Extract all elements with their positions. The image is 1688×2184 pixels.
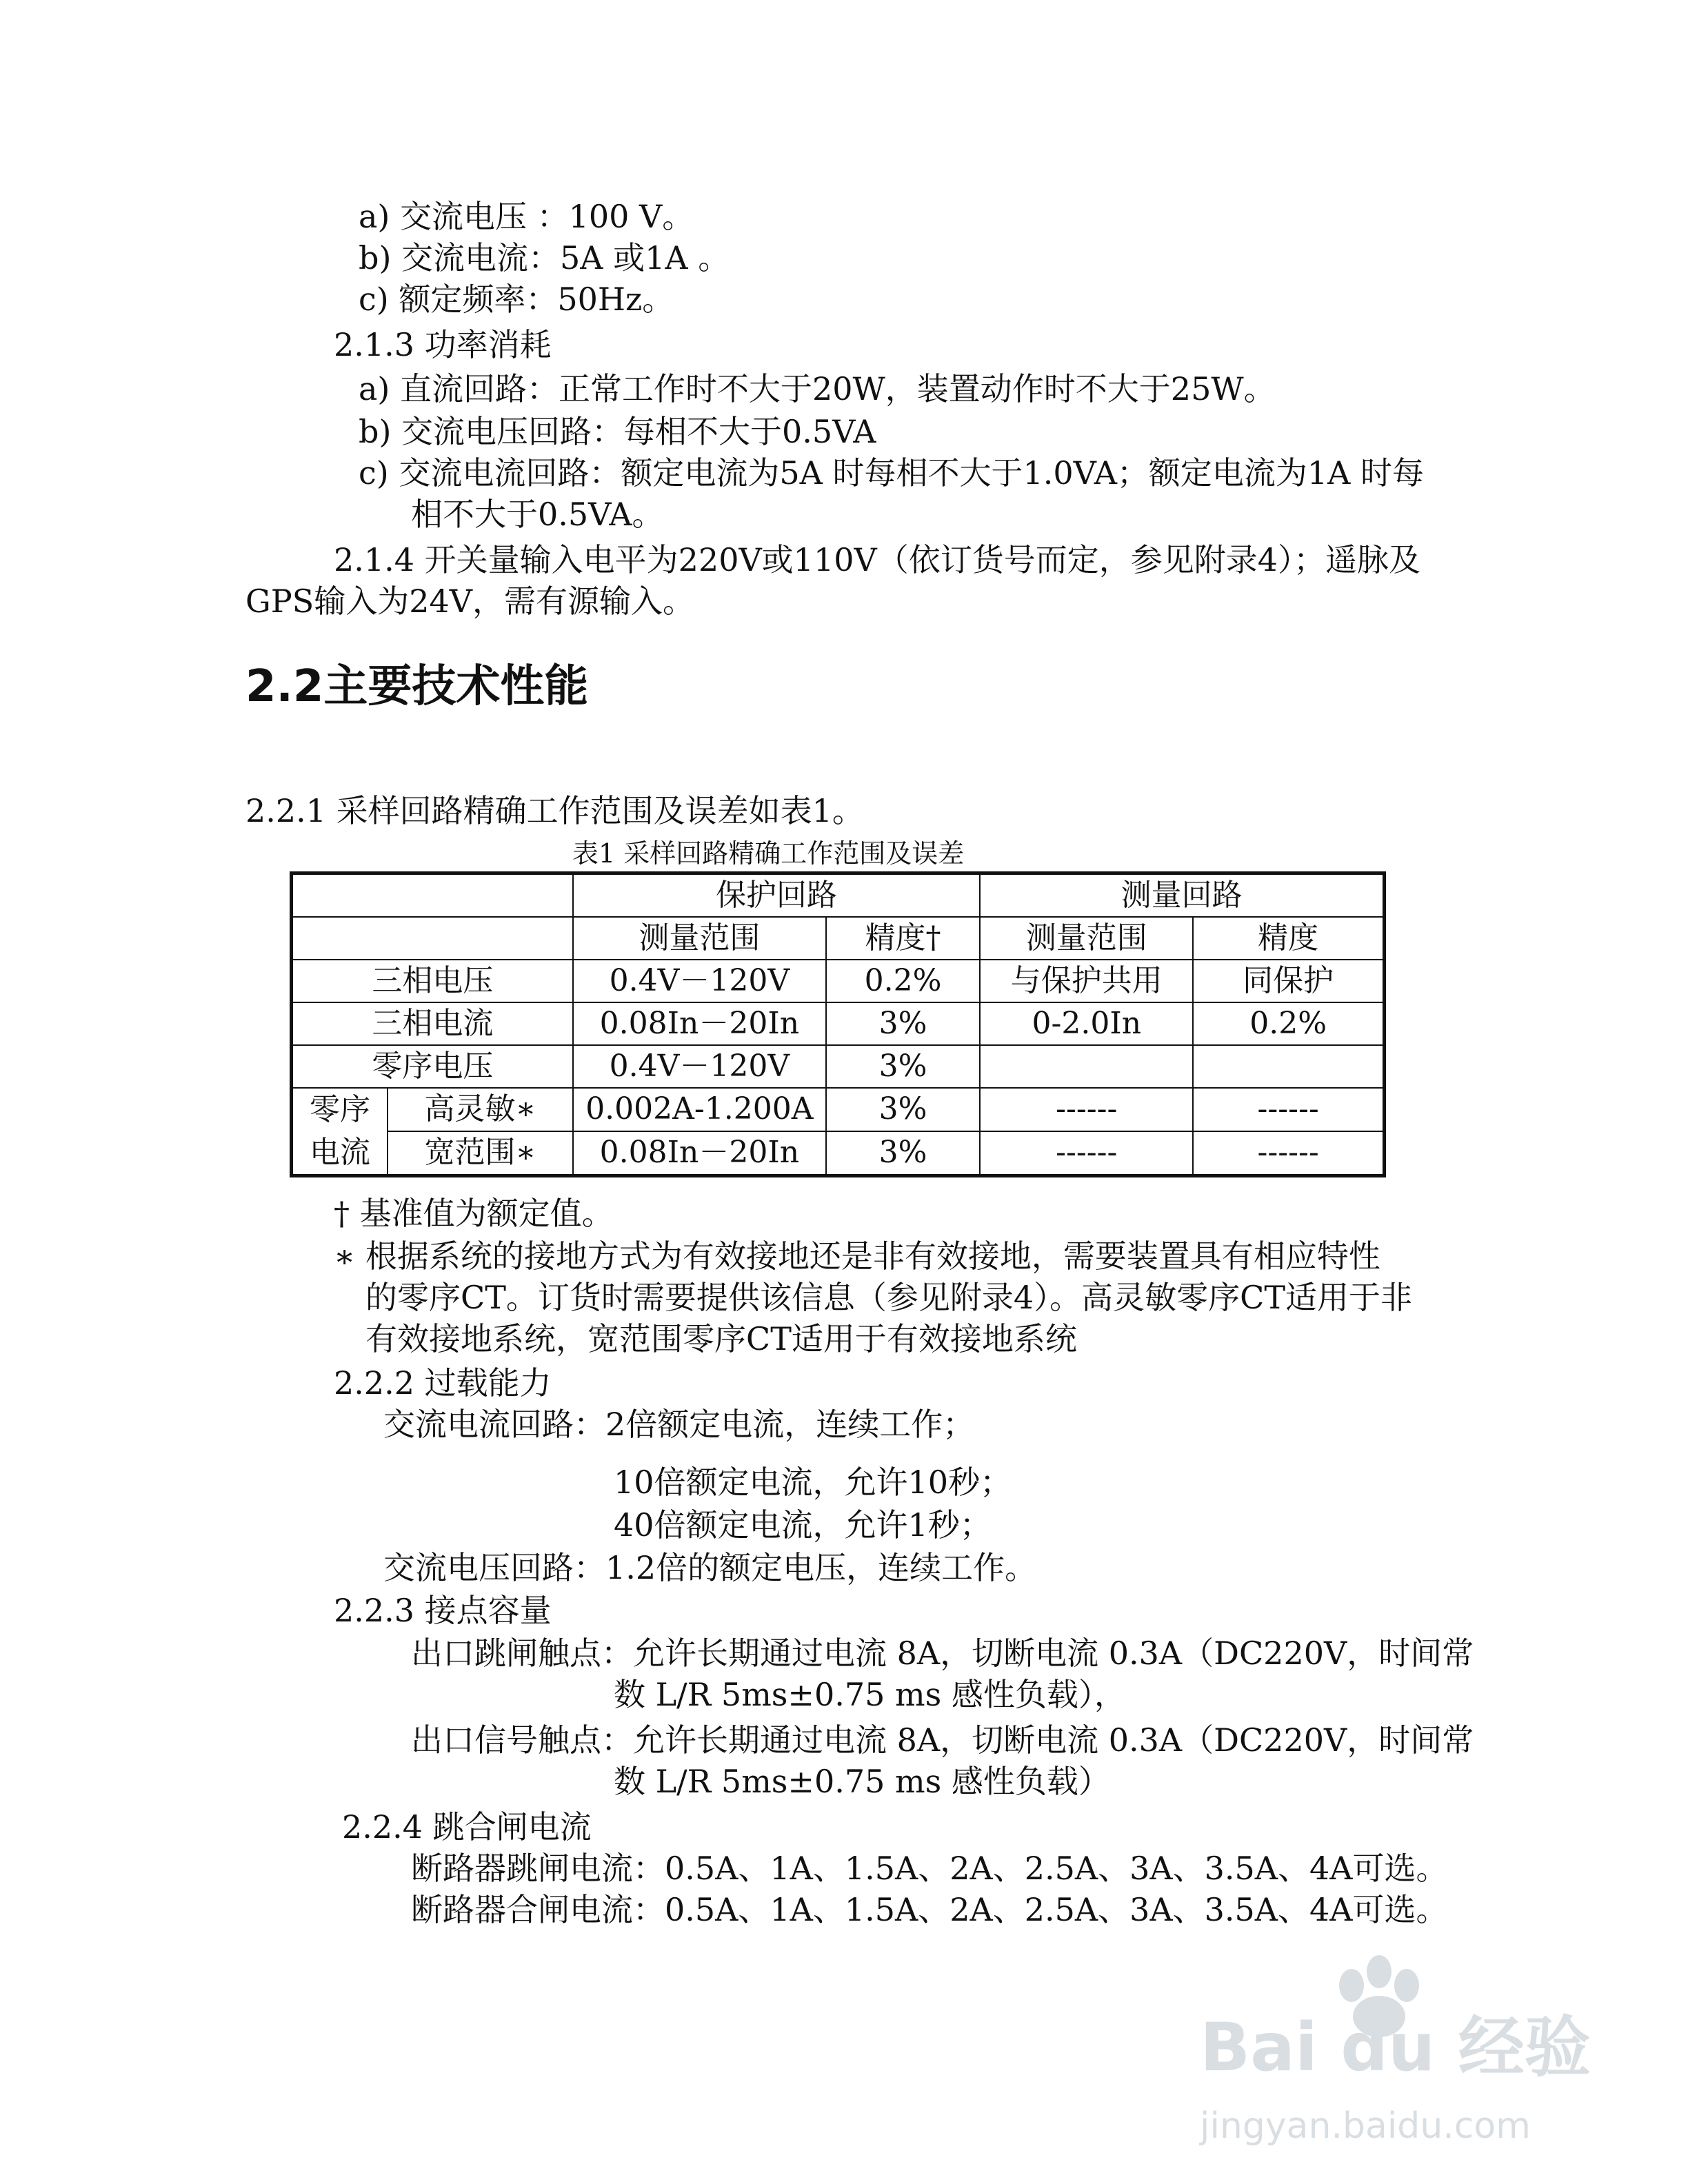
row-label: 高灵敏∗ <box>388 1088 573 1131</box>
cell-measure-range: 0-2.0In <box>980 1002 1193 1045</box>
sampling-table <box>290 871 1386 1177</box>
header-blank <box>292 873 573 918</box>
cell-measure-precision: 0.2% <box>1193 1002 1384 1045</box>
switch-input-line-2: GPS输入为24V，需有源输入。 <box>245 583 694 620</box>
overload-40x: 40倍额定电流，允许1秒； <box>614 1506 992 1544</box>
table-subheader-row <box>292 917 1385 960</box>
zero-seq-label-line-1: 零序 <box>310 1092 370 1127</box>
cell-measure-precision: ------ <box>1193 1131 1384 1176</box>
header-measure: 测量回路 <box>980 873 1384 918</box>
row-label: 三相电压 <box>292 960 573 1002</box>
cell-protect-range: 0.08In－20In <box>573 1002 826 1045</box>
cell-measure-range: 与保护共用 <box>980 960 1193 1002</box>
sampling-intro: 2.2.1 采样回路精确工作范围及误差如表1。 <box>245 792 864 829</box>
cell-measure-range: ------ <box>980 1088 1193 1131</box>
ac-voltage-loop-power: b) 交流电压回路：每相不大于0.5VA <box>359 413 876 450</box>
overload-ac-current: 交流电流回路：2倍额定电流，连续工作； <box>383 1406 975 1443</box>
header-protect: 保护回路 <box>573 873 980 918</box>
subheader-blank <box>292 917 573 960</box>
signal-contact-line-2: 数 L/R 5ms±0.75 ms 感性负载） <box>614 1763 1110 1800</box>
subheader-range: 测量范围 <box>573 917 826 960</box>
section-title: 2.2主要技术性能 <box>245 661 589 712</box>
overload-10x: 10倍额定电流，允许10秒； <box>614 1464 1012 1501</box>
ac-current-loop-power-1: c) 交流电流回路：额定电流为5A 时每相不大于1.0VA；额定电流为1A 时每 <box>359 454 1425 492</box>
table-row <box>292 1088 1385 1131</box>
watermark-brand: Bai du 经验 <box>1200 2009 1591 2086</box>
note-star-line-3: 有效接地系统，宽范围零序CT适用于有效接地系统 <box>365 1320 1077 1357</box>
subheader-precision: 精度 <box>1193 917 1384 960</box>
switch-input-line-1: 2.1.4 开关量输入电平为220V或110V（依订货号而定，参见附录4）；遥脉及 <box>334 541 1420 578</box>
signal-contact-line-1: 出口信号触点：允许长期通过电流 8A，切断电流 0.3A（DC220V，时间常 <box>411 1721 1474 1759</box>
table-row <box>292 1045 1385 1088</box>
breaker-trip-current: 断路器跳闸电流：0.5A、1A、1.5A、2A、2.5A、3A、3.5A、4A可选。 <box>411 1850 1448 1887</box>
cell-protect-range: 0.4V－120V <box>573 960 826 1002</box>
row-label: 宽范围∗ <box>388 1131 573 1176</box>
cell-measure-precision: 同保护 <box>1193 960 1384 1002</box>
note-star-line-1: ∗ 根据系统的接地方式为有效接地还是非有效接地，需要装置具有相应特性 <box>334 1237 1380 1275</box>
rated-frequency: c) 额定频率：50Hz。 <box>359 281 674 318</box>
cell-protect-precision: 3% <box>826 1088 980 1131</box>
cell-measure-precision: ------ <box>1193 1088 1384 1131</box>
row-label: 三相电流 <box>292 1002 573 1045</box>
cell-protect-range: 0.4V－120V <box>573 1045 826 1088</box>
cell-protect-precision: 3% <box>826 1002 980 1045</box>
contacts-heading: 2.2.3 接点容量 <box>334 1592 552 1629</box>
ac-current-rating: b) 交流电流：5A 或1A 。 <box>359 239 730 276</box>
dc-loop-power: a) 直流回路：正常工作时不大于20W，装置动作时不大于25W。 <box>359 370 1276 407</box>
note-dagger: † 基准值为额定值。 <box>334 1195 614 1232</box>
cell-measure-range <box>980 1045 1193 1088</box>
power-heading: 2.1.3 功率消耗 <box>334 326 552 363</box>
trip-contact-line-2: 数 L/R 5ms±0.75 ms 感性负载）， <box>614 1676 1126 1713</box>
table-row <box>292 1002 1385 1045</box>
overload-ac-voltage: 交流电压回路：1.2倍的额定电压，连续工作。 <box>383 1549 1037 1586</box>
subheader-range-measure: 测量范围 <box>980 917 1193 960</box>
zero-seq-label-line-2: 电流 <box>310 1135 370 1170</box>
cell-protect-range: 0.08In－20In <box>573 1131 826 1176</box>
table-row <box>292 960 1385 1002</box>
table-header-row <box>292 873 1385 918</box>
trip-contact-line-1: 出口跳闸触点：允许长期通过电流 8A，切断电流 0.3A（DC220V，时间常 <box>411 1635 1474 1672</box>
ac-voltage-rating: a) 交流电压 ：100 V。 <box>359 198 694 235</box>
cell-protect-precision: 0.2% <box>826 960 980 1002</box>
subheader-precision-dagger: 精度† <box>826 917 980 960</box>
row-label: 零序电压 <box>292 1045 573 1088</box>
ac-current-loop-power-2: 相不大于0.5VA。 <box>411 496 664 533</box>
cell-protect-range: 0.002A-1.200A <box>573 1088 826 1131</box>
overload-heading: 2.2.2 过载能力 <box>334 1364 552 1402</box>
cell-measure-precision <box>1193 1045 1384 1088</box>
cell-protect-precision: 3% <box>826 1045 980 1088</box>
table-row <box>292 1131 1385 1176</box>
table-caption: 表1 采样回路精确工作范围及误差 <box>572 838 965 869</box>
breaker-close-current: 断路器合闸电流：0.5A、1A、1.5A、2A、2.5A、3A、3.5A、4A可选。 <box>411 1891 1448 1928</box>
cell-protect-precision: 3% <box>826 1131 980 1176</box>
zero-seq-current-label <box>292 1088 388 1176</box>
trip-current-heading: 2.2.4 跳合闸电流 <box>342 1808 592 1846</box>
watermark-url: jingyan.baidu.com <box>1200 2105 1531 2147</box>
note-star-line-2: 的零序CT。订货时需要提供该信息（参见附录4）。高灵敏零序CT适用于非 <box>365 1279 1413 1316</box>
baidu-watermark <box>1172 1937 1591 2151</box>
cell-measure-range: ------ <box>980 1131 1193 1176</box>
